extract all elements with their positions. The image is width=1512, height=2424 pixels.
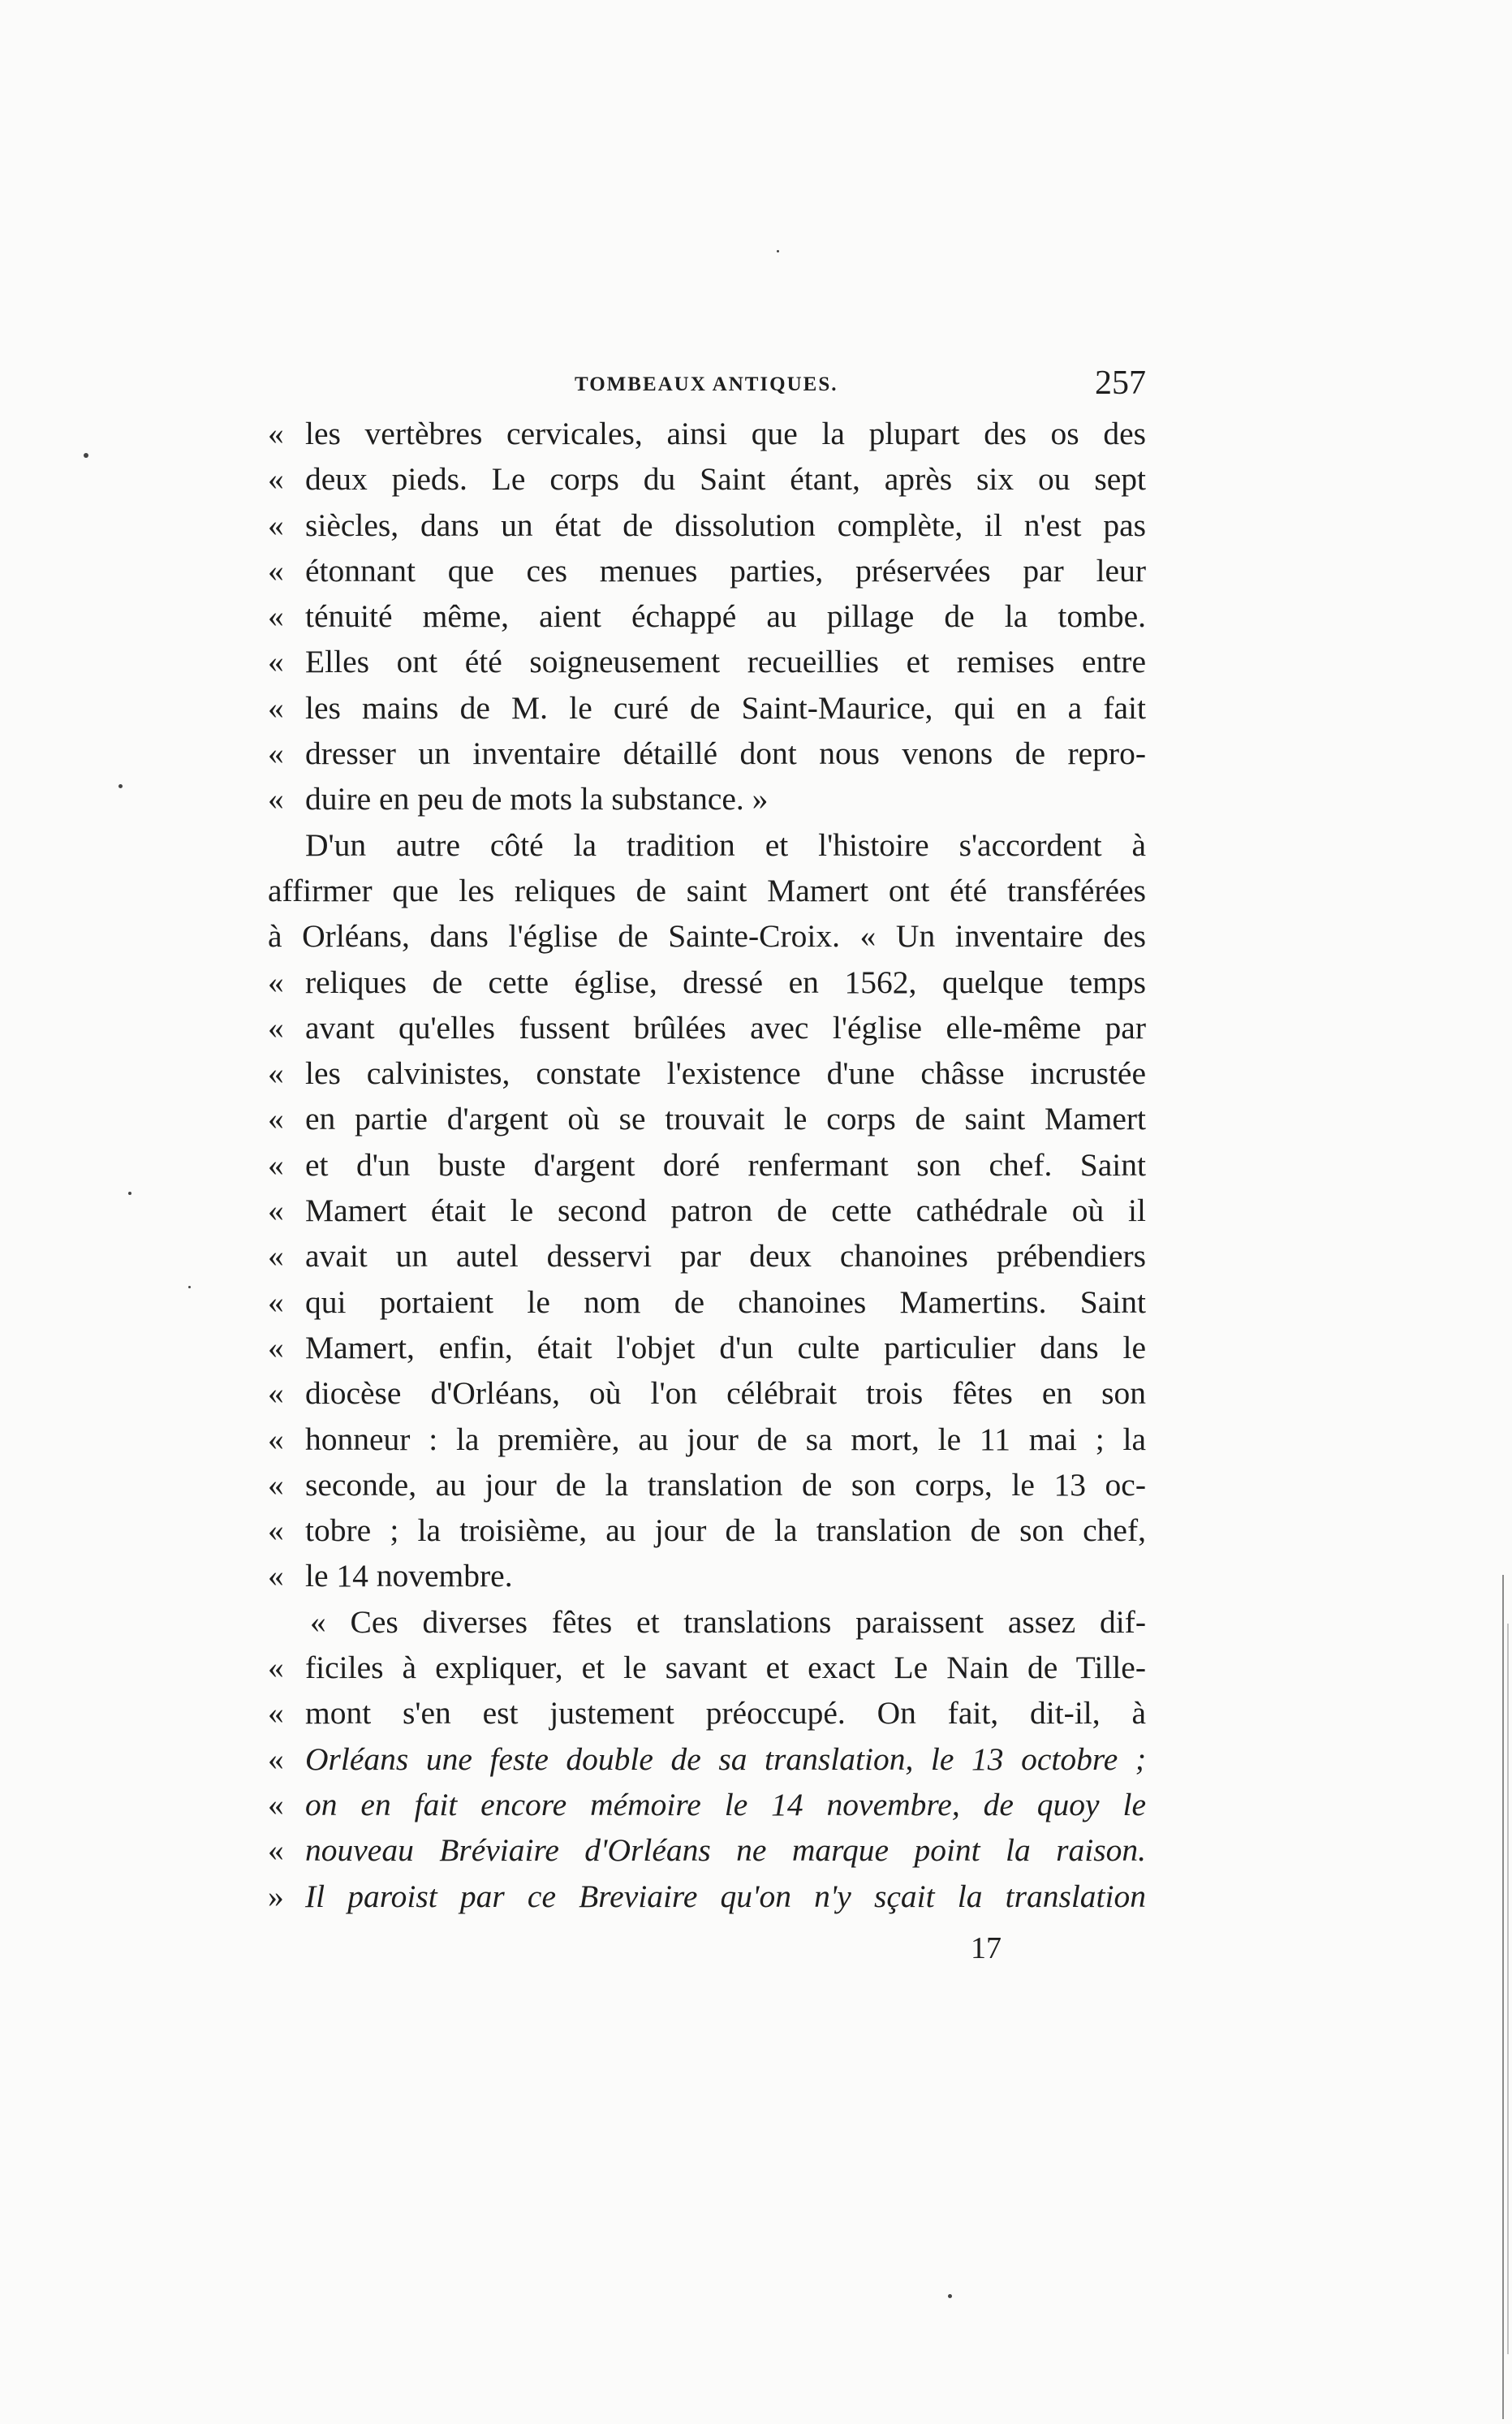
quote-mark: «	[268, 1009, 284, 1046]
text-line	[268, 776, 1146, 822]
line-text: seconde, au jour de la translation de son corps, le 13 oc-	[305, 1466, 1146, 1503]
quote-mark: «	[268, 1650, 284, 1686]
text-line	[268, 1645, 1146, 1690]
text-line	[268, 731, 1146, 776]
quote-mark: «	[268, 1786, 284, 1822]
quote-mark: «	[268, 416, 284, 451]
line-text: Elles ont été soigneusement recueillies et remises entre	[305, 644, 1146, 680]
quote-mark: «	[268, 1283, 284, 1320]
text-line	[268, 548, 1146, 593]
scan-speck	[188, 1286, 191, 1288]
text-line	[268, 1827, 1146, 1873]
text-line	[268, 1599, 1146, 1645]
text-line	[268, 1050, 1146, 1096]
quote-mark: «	[268, 1238, 284, 1275]
text-line	[268, 1782, 1146, 1827]
quote-mark: «	[268, 507, 284, 543]
scan-speck	[777, 250, 779, 252]
scan-speck	[118, 784, 123, 788]
line-text: honneur : la première, au jour de sa mort, le 11 mai ; la	[305, 1421, 1146, 1457]
body-text	[268, 411, 1146, 1919]
text-line	[268, 1233, 1146, 1279]
quote-mark: «	[268, 1832, 284, 1869]
text-line	[268, 411, 1146, 456]
text-line	[268, 1417, 1146, 1462]
text-line	[268, 1325, 1146, 1370]
text-line	[268, 593, 1146, 639]
line-text: ficiles à expliquer, et le savant et exact Le Nain de Tille-	[305, 1650, 1146, 1686]
scan-edge-line	[1507, 1624, 1509, 2354]
text-line	[268, 1188, 1146, 1233]
text-line	[268, 1462, 1146, 1507]
quote-mark: «	[268, 1329, 284, 1365]
page-header	[268, 364, 1146, 404]
quote-mark: «	[268, 1193, 284, 1229]
quote-mark: «	[268, 964, 284, 1000]
quote-mark: «	[268, 1101, 284, 1137]
line-text: ténuité même, aient échappé au pillage de la tombe.	[305, 598, 1146, 635]
line-text: Mamert était le second patron de cette cathédrale où il	[305, 1193, 1146, 1229]
text-line	[268, 913, 1146, 959]
text-line	[268, 868, 1146, 913]
quote-mark: «	[268, 1055, 284, 1092]
line-text: les vertèbres cervicales, ainsi que la plupart des os des	[305, 416, 1146, 451]
line-text: Il paroist par ce Breviaire qu'on n'y sçait la translation	[305, 1878, 1146, 1914]
line-text: siècles, dans un état de dissolution complète, il n'est pas	[305, 507, 1146, 543]
scan-speck	[84, 453, 88, 458]
line-text: dresser un inventaire détaillé dont nous venons de repro-	[305, 735, 1146, 772]
line-text: étonnant que ces menues parties, préservées par leur	[305, 552, 1146, 589]
line-text: mont s'en est justement préoccupé. On fait, dit-il, à	[305, 1695, 1146, 1732]
page-number: 257	[1095, 364, 1146, 402]
text-line	[268, 1553, 1146, 1598]
line-text: duire en peu de mots la substance. »	[305, 781, 769, 817]
quote-mark: «	[268, 598, 284, 635]
scan-speck	[128, 1192, 131, 1195]
quote-mark: «	[268, 1512, 284, 1549]
text-line	[268, 456, 1146, 502]
signature-mark: 17	[971, 1931, 1002, 1965]
line-text: le 14 novembre.	[305, 1558, 513, 1594]
text-line	[268, 502, 1146, 548]
quote-mark: «	[268, 1466, 284, 1503]
line-text: avant qu'elles fussent brûlées avec l'église elle-même par	[305, 1009, 1146, 1046]
quote-mark: »	[268, 1878, 284, 1914]
quote-mark: «	[268, 1695, 284, 1732]
text-line	[268, 1370, 1146, 1416]
text-line	[268, 822, 1146, 868]
line-text: Mamert, enfin, était l'objet d'un culte particulier dans le	[305, 1329, 1146, 1365]
running-title: TOMBEAUX ANTIQUES.	[575, 373, 838, 395]
text-line	[268, 1142, 1146, 1188]
quote-mark: «	[268, 644, 284, 680]
line-text: D'un autre côté la tradition et l'histoire s'accordent à	[305, 826, 1146, 863]
text-line	[268, 1279, 1146, 1325]
quote-mark: «	[268, 461, 284, 498]
quote-mark: «	[268, 1375, 284, 1412]
quote-mark: «	[268, 552, 284, 589]
line-text: diocèse d'Orléans, où l'on célébrait trois fêtes en son	[305, 1375, 1146, 1412]
quote-mark	[268, 822, 305, 868]
line-text: Orléans une feste double de sa translation, le 13 octobre ;	[305, 1740, 1146, 1777]
line-text: à Orléans, dans l'église de Sainte-Croix. « Un inventaire des	[268, 918, 1146, 955]
line-text: affirmer que les reliques de saint Mamert ont été transférées	[268, 872, 1146, 908]
text-line	[268, 639, 1146, 684]
line-text: les mains de M. le curé de Saint-Maurice, qui en a fait	[305, 689, 1146, 726]
scan-edge-line	[1502, 1575, 1504, 2419]
quote-mark: «	[268, 1740, 284, 1777]
scan-speck	[948, 2294, 952, 2298]
quote-mark: «	[268, 689, 284, 726]
text-line	[268, 1005, 1146, 1050]
line-text: nouveau Bréviaire d'Orléans ne marque point la raison.	[305, 1832, 1146, 1869]
line-text: « Ces diverses fêtes et translations paraissent assez dif-	[310, 1603, 1146, 1640]
text-line	[268, 1874, 1146, 1919]
line-text: avait un autel desservi par deux chanoines prébendiers	[305, 1238, 1146, 1275]
text-line	[268, 685, 1146, 731]
text-line	[268, 1736, 1146, 1782]
line-text: tobre ; la troisième, au jour de la translation de son chef,	[305, 1512, 1146, 1549]
quote-mark: «	[268, 1146, 284, 1183]
text-line	[268, 960, 1146, 1005]
line-text: on en fait encore mémoire le 14 novembre, de quoy le	[305, 1786, 1146, 1822]
line-text: deux pieds. Le corps du Saint étant, après six ou sept	[305, 461, 1146, 498]
line-text: qui portaient le nom de chanoines Mamertins. Saint	[305, 1283, 1146, 1320]
quote-mark: «	[268, 1558, 284, 1594]
quote-mark: «	[268, 781, 284, 817]
quote-mark: «	[268, 1421, 284, 1457]
text-line	[268, 1690, 1146, 1736]
text-line	[268, 1507, 1146, 1553]
quote-mark: «	[268, 735, 284, 772]
line-text: les calvinistes, constate l'existence d'une châsse incrustée	[305, 1055, 1146, 1092]
line-text: en partie d'argent où se trouvait le corps de saint Mamert	[305, 1101, 1146, 1137]
text-line	[268, 1096, 1146, 1141]
line-text: et d'un buste d'argent doré renfermant son chef. Saint	[305, 1146, 1146, 1183]
line-text: reliques de cette église, dressé en 1562, quelque temps	[305, 964, 1146, 1000]
